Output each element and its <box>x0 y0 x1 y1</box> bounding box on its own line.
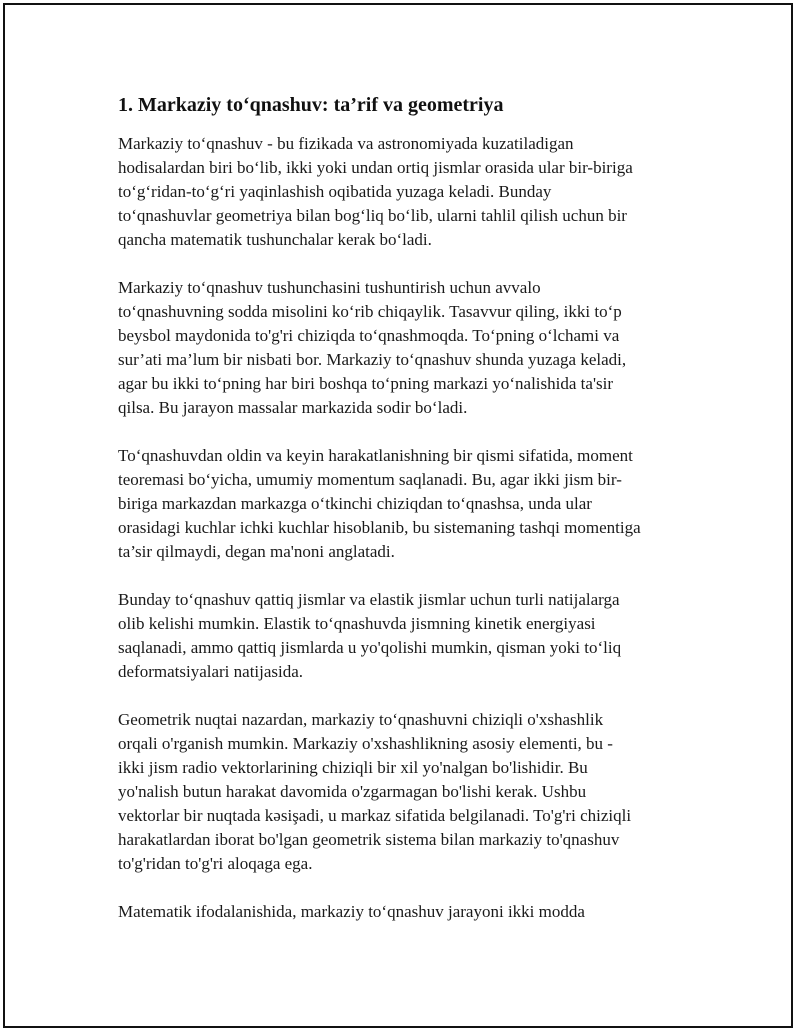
paragraph-6 <box>118 900 698 924</box>
text-line: orqali o'rganish mumkin. Markaziy o'xshashlikning asosiy elementi, bu - <box>118 734 613 753</box>
text-line: to‘qnashuvning sodda misolini ko‘rib chiqaylik. Tasavvur qiling, ikki to‘p <box>118 302 622 321</box>
text-line: agar bu ikki to‘pning har biri boshqa to‘pning markazi yo‘nalishida ta'sir <box>118 374 614 393</box>
paragraph-2 <box>118 276 698 420</box>
text-line: Matematik ifodalanishida, markaziy to‘qnashuv jarayoni ikki modda <box>118 902 585 921</box>
text-line: sur’ati ma’lum bir nisbati bor. Markaziy to‘qnashuv shunda yuzaga keladi, <box>118 350 627 369</box>
text-line: qancha matematik tushunchalar kerak bo‘ladi. <box>118 230 432 249</box>
paragraph-3 <box>118 444 698 564</box>
text-line: Geometrik nuqtai nazardan, markaziy to‘qnashuvni chiziqli o'xshashlik <box>118 710 604 729</box>
text-line: Markaziy to‘qnashuv - bu fizikada va astronomiyada kuzatiladigan <box>118 134 574 153</box>
paragraph-5 <box>118 708 698 876</box>
text-line: ta’sir qilmaydi, degan ma'noni anglatadi. <box>118 542 395 561</box>
text-line: To‘qnashuvdan oldin va keyin harakatlanishning bir qismi sifatida, moment <box>118 446 633 465</box>
text-line: hodisalardan biri bo‘lib, ikki yoki undan ortiq jismlar orasida ular bir-biriga <box>118 158 633 177</box>
text-line: deformatsiyalari natijasida. <box>118 662 304 681</box>
section-heading: 1. Markaziy to‘qnashuv: ta’rif va geometriya <box>118 94 504 116</box>
text-line: saqlanadi, ammo qattiq jismlarda u yo'qolishi mumkin, qisman yoki to‘liq <box>118 638 622 657</box>
text-line: yo'nalish butun harakat davomida o'zgarmagan bo'lishi kerak. Ushbu <box>118 782 587 801</box>
text-line: Markaziy to‘qnashuv tushunchasini tushuntirish uchun avvalo <box>118 278 541 297</box>
text-line: vektorlar bir nuqtada kəsişadi, u markaz sifatida belgilanadi. To'g'ri chiziqli <box>118 806 632 825</box>
paragraph-4 <box>118 588 698 684</box>
text-line: orasidagi kuchlar ichki kuchlar hisoblanib, bu sistemaning tashqi momentiga <box>118 518 641 537</box>
text-line: teoremasi bo‘yicha, umumiy momentum saqlanadi. Bu, agar ikki jism bir- <box>118 470 622 489</box>
text-line: harakatlardan iborat bo'lgan geometrik sistema bilan markaziy to'qnashuv <box>118 830 620 849</box>
text-line: olib kelishi mumkin. Elastik to‘qnashuvda jismning kinetik energiyasi <box>118 614 596 633</box>
text-line: to'g'ridan to'g'ri aloqaga ega. <box>118 854 313 873</box>
text-line: to‘g‘ridan-to‘g‘ri yaqinlashish oqibatida yuzaga keladi. Bunday <box>118 182 552 201</box>
text-line: beysbol maydonida to'g'ri chiziqda to‘qnashmoqda. To‘pning o‘lchami va <box>118 326 620 345</box>
paragraph-1 <box>118 132 698 252</box>
text-line: biriga markazdan markazga o‘tkinchi chiziqdan to‘qnashsa, unda ular <box>118 494 592 513</box>
text-line: to‘qnashuvlar geometriya bilan bog‘liq bo‘lib, ularni tahlil qilish uchun bir <box>118 206 627 225</box>
text-line: qilsa. Bu jarayon massalar markazida sodir bo‘ladi. <box>118 398 468 417</box>
text-line: Bunday to‘qnashuv qattiq jismlar va elastik jismlar uchun turli natijalarga <box>118 590 620 609</box>
document-body <box>118 92 698 948</box>
text-line: ikki jism radio vektorlarining chiziqli bir xil yo'nalgan bo'lishidir. Bu <box>118 758 588 777</box>
